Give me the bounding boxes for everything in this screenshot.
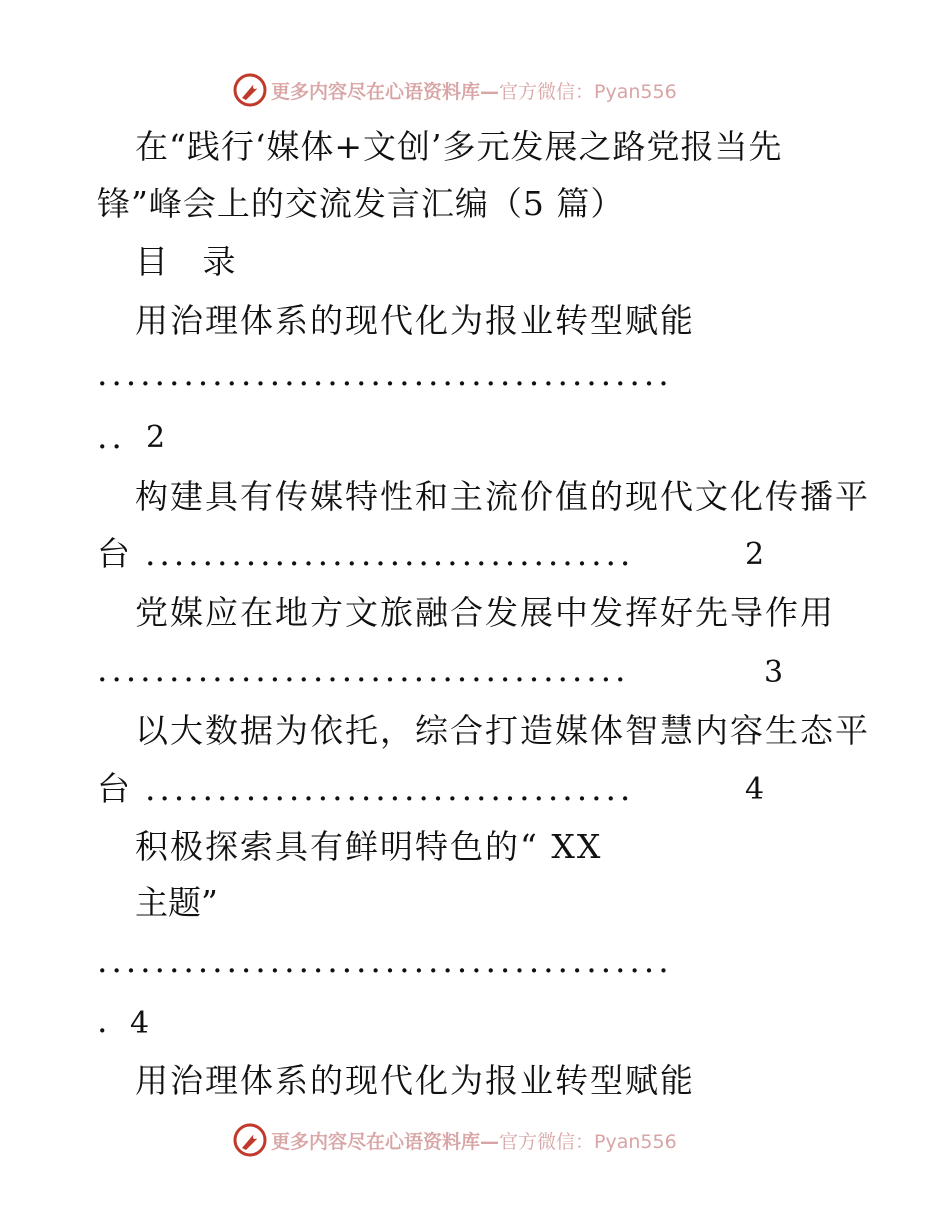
toc-item-2-title-cont[interactable]: 台 xyxy=(97,534,130,573)
toc-item-4-leader: .................................. xyxy=(145,769,635,808)
document-title-line-2: 锋”峰会上的交流发言汇编（5 篇） xyxy=(97,184,625,223)
toc-item-1-leader: ........................................ xyxy=(97,354,673,393)
toc-item-3-leader: ..................................... xyxy=(97,650,630,689)
toc-item-2-title[interactable]: 构建具有传媒特性和主流价值的现代文化传播平 xyxy=(135,477,870,516)
toc-item-5-leader-end: . xyxy=(97,1001,112,1040)
toc-item-5-title[interactable]: 积极探索具有鲜明特色的“ XX xyxy=(135,827,603,866)
watermark-text: 更多内容尽在心语资料库— xyxy=(271,80,500,103)
toc-item-4-page: 4 xyxy=(745,772,765,807)
watermark-wechat: 官方微信：Pyan556 xyxy=(499,1130,677,1153)
section-heading: 用治理体系的现代化为报业转型赋能 xyxy=(135,1061,695,1100)
toc-item-2-leader: .................................. xyxy=(145,534,635,573)
toc-item-5-page: 4 xyxy=(130,1006,150,1041)
pen-logo-icon xyxy=(233,73,267,107)
toc-item-5-leader: ........................................ xyxy=(97,941,673,980)
toc-item-4-title[interactable]: 以大数据为依托，综合打造媒体智慧内容生态平 xyxy=(135,711,870,750)
toc-item-1-page: 2 xyxy=(146,420,166,455)
document-title-line-1: 在“践行‘媒体+文创’多元发展之路党报当先 xyxy=(135,127,783,166)
toc-item-4-title-cont[interactable]: 台 xyxy=(97,769,130,808)
watermark-text: 更多内容尽在心语资料库— xyxy=(271,1130,500,1153)
toc-heading: 目 录 xyxy=(135,242,248,281)
pen-logo-icon xyxy=(233,1123,267,1157)
watermark-bottom xyxy=(233,1122,677,1158)
toc-item-3-page: 3 xyxy=(764,655,784,690)
toc-item-2-page: 2 xyxy=(745,537,765,572)
toc-item-1-leader-end: .. xyxy=(97,417,126,456)
toc-item-5-title-cont[interactable]: 主题” xyxy=(135,883,218,922)
toc-item-1-title[interactable]: 用治理体系的现代化为报业转型赋能 xyxy=(135,301,695,340)
watermark-top xyxy=(233,72,677,108)
toc-item-3-title[interactable]: 党媒应在地方文旅融合发展中发挥好先导作用 xyxy=(135,593,835,632)
watermark-wechat: 官方微信：Pyan556 xyxy=(499,80,677,103)
